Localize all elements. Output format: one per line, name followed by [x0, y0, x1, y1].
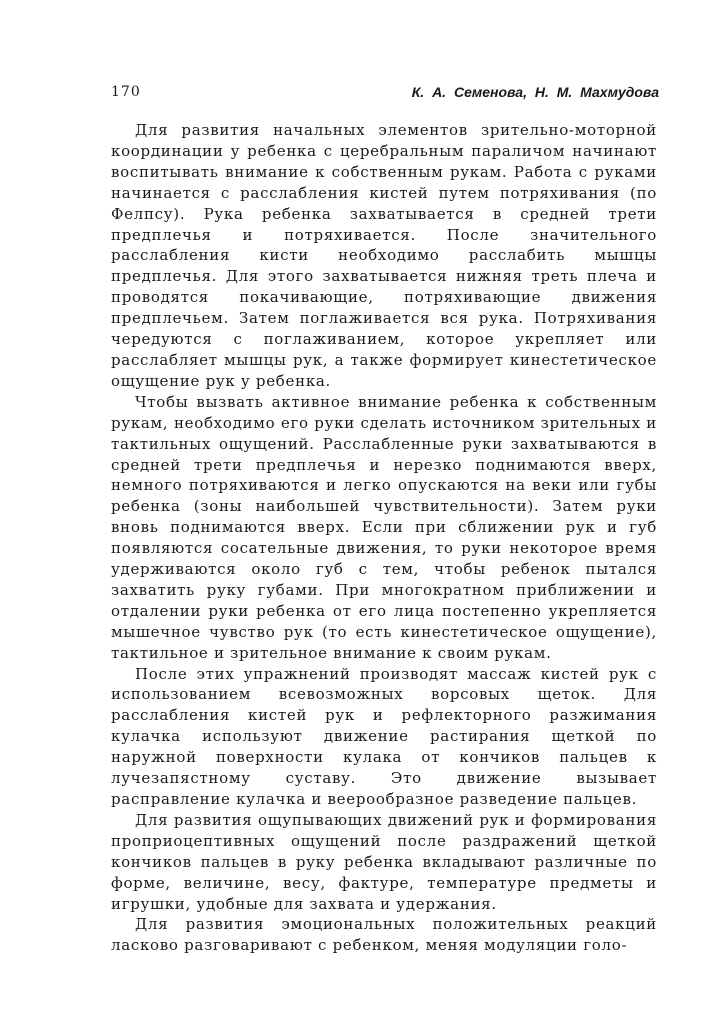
paragraph: Для развития начальных элементов зрительно-моторной координации у ребенка с церебральным параличом начинают воспитывать внимание к собственным рукам. Работа с руками начинается с расслабления кистей путем потряхивания (по Фелпсу). Рука ребенка захватывается в средней трети предплечья и потряхивается. После значительного расслабления кисти необходимо расслабить мышцы предплечья. Для этого захватывается нижняя треть плеча и проводятся покачивающие, потряхивающие движения предплечьем. Затем поглаживается вся рука. Потряхивания чередуются с поглаживанием, которое укрепляет или расслабляет мышцы рук, а также формирует кинестетическое ощущение рук у ребенка.: [111, 121, 657, 390]
page-number: 170: [111, 84, 141, 100]
paragraph: Для развития эмоциональных положительных реакций ласково разговаривают с ребенком, меняя модуляции голо-: [111, 915, 657, 955]
paragraph: Для развития ощупывающих движений рук и формирования проприоцептивных ощущений после раздражений щеткой кончиков пальцев в руку ребенка вкладывают различные по форме, величине, весу, фактуре, температуре предметы и игрушки, удобные для захвата и удержания.: [111, 810, 657, 913]
paragraph: После этих упражнений производят массаж кистей рук с использованием всевозможных ворсовых щеток. Для расслабления кистей рук и рефлекторного разжимания кулачка используют движение растирания щеткой по наружной поверхности кулака от кончиков пальцев к лучезапястному суставу. Это движение вызывает расправление кулачка и веерообразное разведение пальцев.: [111, 664, 657, 808]
running-head-authors: К. А. Семенова, Н. М. Махмудова: [411, 84, 659, 100]
running-head: [111, 84, 659, 104]
body-text: [111, 120, 657, 956]
paragraph: Чтобы вызвать активное внимание ребенка к собственным рукам, необходимо его руки сделать источником зрительных и тактильных ощущений. Расслабленные руки захватываются в средней трети предплечья и нерезко поднимаются вверх, немного потряхиваются и легко опускаются на веки или губы ребенка (зоны наибольшей чувствительности). Затем руки вновь поднимаются вверх. Если при сближении рук и губ появляются сосательные движения, то руки некоторое время удерживаются около губ с тем, чтобы ребенок пытался захватить руку губами. При многократном приближении и отдалении руки ребенка от его лица постепенно укрепляется мышечное чувство рук (то есть кинестетическое ощущение), тактильное и зрительное внимание к своим рукам.: [111, 392, 657, 662]
